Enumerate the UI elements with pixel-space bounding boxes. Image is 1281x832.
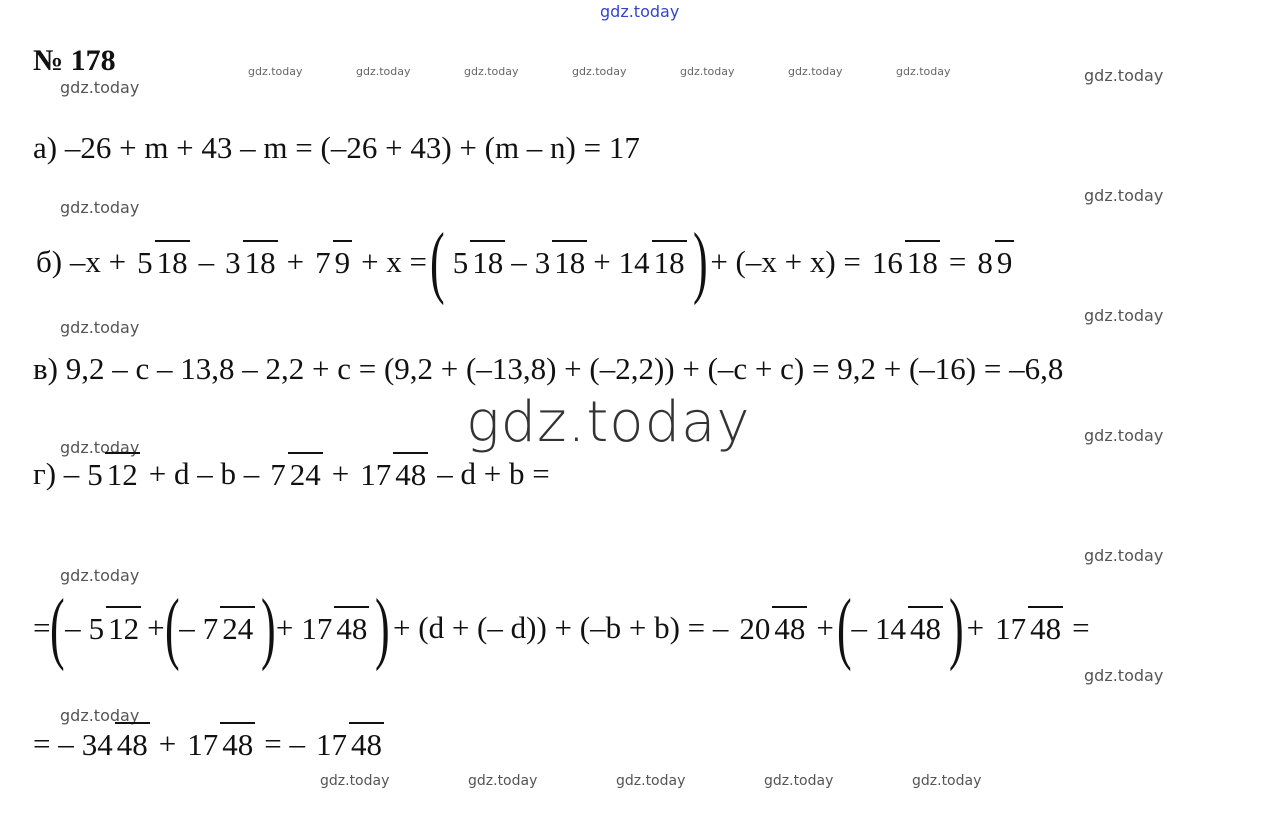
equation-text: + d – b – — [148, 456, 260, 491]
fraction — [870, 244, 940, 280]
watermark: gdz.today — [356, 65, 411, 78]
equation-text: + (d + (– d)) + (–b + b) = – — [393, 610, 729, 645]
operator: – — [65, 610, 81, 645]
fraction — [358, 456, 428, 492]
right-paren: ) — [692, 218, 708, 306]
numerator: 7 — [315, 244, 331, 280]
problem-number: № 178 — [33, 44, 116, 77]
denominator: 18 — [155, 240, 190, 280]
watermark: gdz.today — [572, 65, 627, 78]
numerator: 17 — [301, 610, 333, 646]
watermark-center: gdz.today — [466, 390, 751, 455]
numerator: 17 — [995, 610, 1027, 646]
fraction — [268, 456, 323, 492]
operator: + — [331, 456, 350, 491]
watermark: gdz.today — [60, 706, 140, 725]
watermark: gdz.today — [60, 198, 140, 217]
numerator: 5 — [87, 456, 103, 492]
watermark: gdz.today — [764, 773, 834, 789]
watermark: gdz.today — [1084, 306, 1164, 325]
fraction — [975, 244, 1014, 280]
denominator: 12 — [105, 452, 140, 492]
operator: = — [948, 244, 967, 279]
operator: = – — [264, 726, 305, 761]
watermark: gdz.today — [896, 65, 951, 78]
numerator: 7 — [270, 456, 286, 492]
numerator: 17 — [360, 456, 392, 492]
denominator: 48 — [115, 722, 150, 762]
solution-line-b — [33, 218, 1020, 306]
fraction — [85, 456, 140, 492]
numerator: 3 — [225, 244, 241, 280]
equation-text: б) –x + — [36, 244, 127, 279]
left-paren: ( — [50, 584, 66, 672]
equation-text: = — [33, 610, 51, 645]
denominator: 12 — [106, 606, 141, 646]
watermark: gdz.today — [1084, 186, 1164, 205]
fraction — [314, 726, 384, 762]
operator: + — [966, 610, 985, 645]
right-paren: ) — [375, 584, 391, 672]
fraction — [993, 610, 1063, 646]
fraction — [135, 244, 190, 280]
denominator: 9 — [995, 240, 1015, 280]
numerator: 5 — [452, 244, 469, 280]
operator: – — [851, 610, 867, 645]
left-paren: ( — [164, 584, 180, 672]
fraction — [223, 244, 278, 280]
right-paren: ) — [948, 584, 964, 672]
fraction — [201, 610, 256, 646]
equation-text: + (–x + x) = — [710, 244, 861, 279]
watermark: gdz.today — [1084, 546, 1164, 565]
equation-text: + x = — [361, 244, 428, 279]
solution-line-g3 — [33, 726, 390, 762]
denominator: 48 — [334, 606, 369, 646]
watermark: gdz.today — [680, 65, 735, 78]
operator: = — [1072, 610, 1090, 645]
fraction — [617, 244, 687, 280]
fraction — [873, 610, 943, 646]
numerator: 5 — [88, 610, 105, 646]
watermark: gdz.today — [468, 773, 538, 789]
equation-text: а) –26 + m + 43 – m = (–26 + 43) + (m – n) = 17 — [33, 130, 640, 165]
denominator: 48 — [349, 722, 384, 762]
numerator: 17 — [315, 726, 347, 762]
watermark: gdz.today — [320, 773, 390, 789]
watermark: gdz.today — [912, 773, 982, 789]
denominator: 48 — [908, 606, 943, 646]
denominator: 24 — [288, 452, 323, 492]
numerator: 14 — [618, 244, 650, 280]
equation-text: в) 9,2 – c – 13,8 – 2,2 + c = (9,2 + (–13,8) + (–2,2)) + (–c + c) = 9,2 + (–16) = –6,8 — [33, 351, 1064, 386]
solution-line-g1 — [33, 456, 553, 492]
denominator: 48 — [220, 722, 255, 762]
fraction — [313, 244, 352, 280]
watermark: gdz.today — [1084, 666, 1164, 685]
watermark: gdz.today — [1084, 426, 1164, 445]
watermark: gdz.today — [464, 65, 519, 78]
denominator: 9 — [333, 240, 353, 280]
numerator: 17 — [187, 726, 219, 762]
fraction — [185, 726, 255, 762]
watermark: gdz.today — [60, 566, 140, 585]
denominator: 18 — [652, 240, 687, 280]
solution-line-a — [33, 130, 640, 166]
solution-line-v — [33, 351, 1063, 387]
watermark: gdz.today — [60, 78, 140, 97]
denominator: 18 — [905, 240, 940, 280]
watermark: gdz.today — [616, 773, 686, 789]
watermark: gdz.today — [60, 438, 140, 457]
watermark: gdz.today — [248, 65, 303, 78]
equation-text: – d + b = — [437, 456, 550, 491]
operator: – — [511, 244, 527, 279]
numerator: 20 — [739, 610, 771, 646]
equation-text: = – — [33, 726, 74, 761]
numerator: 14 — [875, 610, 906, 646]
operator: + — [275, 610, 294, 645]
operator: – — [198, 244, 215, 279]
watermark: gdz.today — [1084, 66, 1164, 85]
fraction — [299, 610, 369, 646]
solution-line-g2 — [33, 584, 1093, 672]
fraction — [737, 610, 807, 646]
numerator: 5 — [137, 244, 153, 280]
left-paren: ( — [430, 218, 445, 306]
denominator: 24 — [220, 606, 255, 646]
operator: + — [593, 244, 611, 279]
denominator: 18 — [470, 240, 505, 280]
right-paren: ) — [261, 584, 276, 672]
fraction — [533, 244, 588, 280]
watermark: gdz.today — [60, 318, 140, 337]
denominator: 48 — [1028, 606, 1063, 646]
left-paren: ( — [836, 584, 852, 672]
operator: + — [158, 726, 177, 761]
fraction — [451, 244, 506, 280]
numerator: 7 — [202, 610, 219, 646]
numerator: 3 — [534, 244, 551, 280]
operator: + — [816, 610, 834, 645]
numerator: 16 — [871, 244, 903, 280]
denominator: 48 — [772, 606, 807, 646]
operator: – — [179, 610, 195, 645]
watermark-top: gdz.today — [600, 2, 680, 21]
operator: + — [147, 610, 165, 645]
fraction — [80, 726, 150, 762]
operator: + — [286, 244, 305, 279]
denominator: 48 — [393, 452, 428, 492]
denominator: 18 — [243, 240, 278, 280]
fraction — [87, 610, 142, 646]
numerator: 8 — [977, 244, 993, 280]
equation-text: г) – — [33, 456, 80, 491]
numerator: 34 — [81, 726, 113, 762]
watermark: gdz.today — [788, 65, 843, 78]
denominator: 18 — [552, 240, 587, 280]
